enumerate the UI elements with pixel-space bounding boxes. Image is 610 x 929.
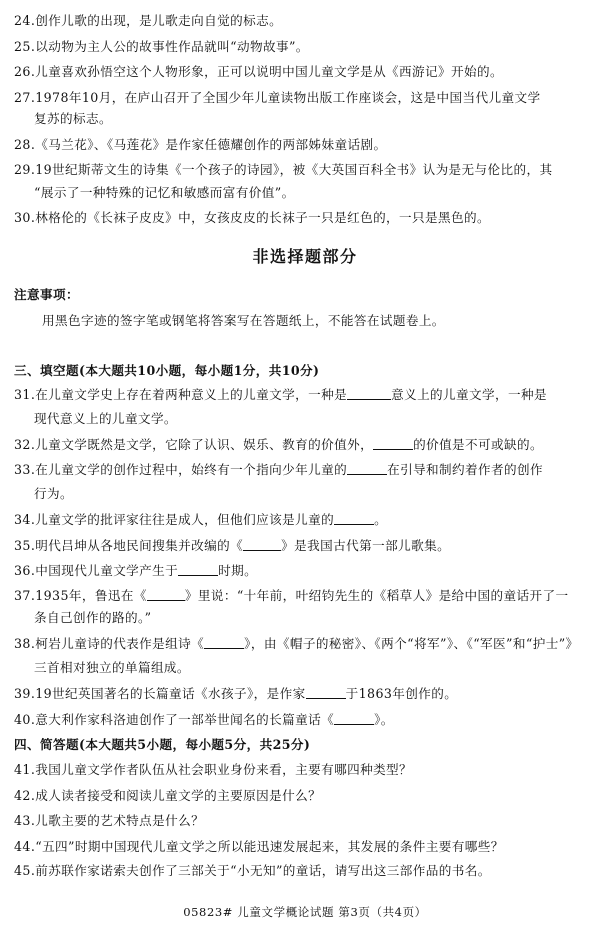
question-30: 30.林格伦的《长袜子皮皮》中，女孩皮皮的长袜子一只是红色的，一只是黑色的。 (14, 210, 491, 225)
answer-blank[interactable] (334, 712, 374, 725)
answer-blank[interactable] (347, 462, 387, 475)
question-25: 25.以动物为主人公的故事性作品就叫“动物故事”。 (14, 39, 309, 54)
question-27: 27.1978年10月，在庐山召开了全国少年儿童读物出版工作座谈会，这是中国当代儿童文学 (14, 90, 541, 105)
question-43: 43.儿歌主要的艺术特点是什么？ (14, 813, 205, 828)
answer-blank[interactable] (147, 588, 185, 601)
question-37: 37.1935年，鲁迅在《 》里说：“十年前，叶绍钧先生的《稻草人》是给中国的童话开了一 (14, 588, 569, 603)
question-24: 24.创作儿歌的出现，是儿歌走向自觉的标志。 (14, 13, 283, 28)
question-32: 32.儿童文学既然是文学，它除了认识、娱乐、教育的价值外， 的价值是不可或缺的。 (14, 437, 544, 452)
notice-text: 用黑色字迹的签字笔或钢笔将答案写在答题纸上，不能答在试题卷上。 (42, 313, 445, 328)
answer-blank[interactable] (347, 387, 391, 400)
answer-blank[interactable] (178, 563, 218, 576)
question-31-cont: 现代意义上的儿童文学。 (34, 411, 177, 426)
question-29-cont: “展示了一种特殊的记忆和敏感而富有价值”。 (34, 185, 295, 200)
section-title: 非选择题部分 (252, 247, 358, 266)
question-41: 41.我国儿童文学作者队伍从社会职业身份来看，主要有哪四种类型？ (14, 762, 413, 777)
question-28: 28.《马兰花》、《马莲花》是作家任德耀创作的两部姊妹童话剧。 (14, 137, 387, 152)
question-44: 44.“五四”时期中国现代儿童文学之所以能迅速发展起来，其发展的条件主要有哪些？ (14, 839, 504, 854)
question-42: 42.成人读者接受和阅读儿童文学的主要原因是什么？ (14, 788, 322, 803)
question-40: 40.意大利作家科洛迪创作了一部举世闻名的长篇童话《 》。 (14, 712, 394, 727)
question-37-cont: 条自己创作的路的。” (34, 610, 152, 625)
part3-heading: 三、填空题(本大题共10小题，每小题1分，共10分) (14, 363, 320, 378)
question-26: 26.儿童喜欢孙悟空这个人物形象，正可以说明中国儿童文学是从《西游记》开始的。 (14, 64, 504, 79)
answer-blank[interactable] (373, 437, 413, 450)
notice-heading: 注意事项： (14, 287, 79, 302)
answer-blank[interactable] (204, 636, 244, 649)
page-footer: 05823# 儿童文学概论试题 第3页（共4页） (183, 905, 427, 919)
question-33: 33.在儿童文学的创作过程中，始终有一个指向少年儿童的 在引导和制约着作者的创作 (14, 462, 544, 477)
question-45: 45.前苏联作家诺索夫创作了三部关于“小无知”的童话，请写出这三部作品的书名。 (14, 863, 491, 878)
question-29: 29.19世纪斯蒂文生的诗集《一个孩子的诗园》，被《大英国百科全书》认为是无与伦比的，其 (14, 162, 553, 177)
answer-blank[interactable] (243, 538, 281, 551)
question-34: 34.儿童文学的批评家往往是成人，但他们应该是儿童的 。 (14, 512, 388, 527)
answer-blank[interactable] (306, 686, 346, 699)
question-38: 38.柯岩儿童诗的代表作是组诗《 》，由《帽子的秘密》、《两个“将军”》、《“军医”和“护士”》 (14, 636, 579, 651)
part4-heading: 四、简答题(本大题共5小题，每小题5分，共25分) (14, 737, 311, 752)
question-36: 36.中国现代儿童文学产生于 时期。 (14, 563, 258, 578)
question-33-cont: 行为。 (34, 486, 73, 501)
answer-blank[interactable] (334, 512, 374, 525)
question-27-cont: 复苏的标志。 (34, 111, 112, 126)
question-31: 31.在儿童文学史上存在着两种意义上的儿童文学，一种是 意义上的儿童文学，一种是 (14, 387, 548, 402)
question-38-cont: 三首相对独立的单篇组成。 (34, 660, 190, 675)
question-35: 35.明代吕坤从各地民间搜集并改编的《 》是我国古代第一部儿歌集。 (14, 538, 451, 553)
question-39: 39.19世纪英国著名的长篇童话《水孩子》，是作家 于1863年创作的。 (14, 686, 458, 701)
